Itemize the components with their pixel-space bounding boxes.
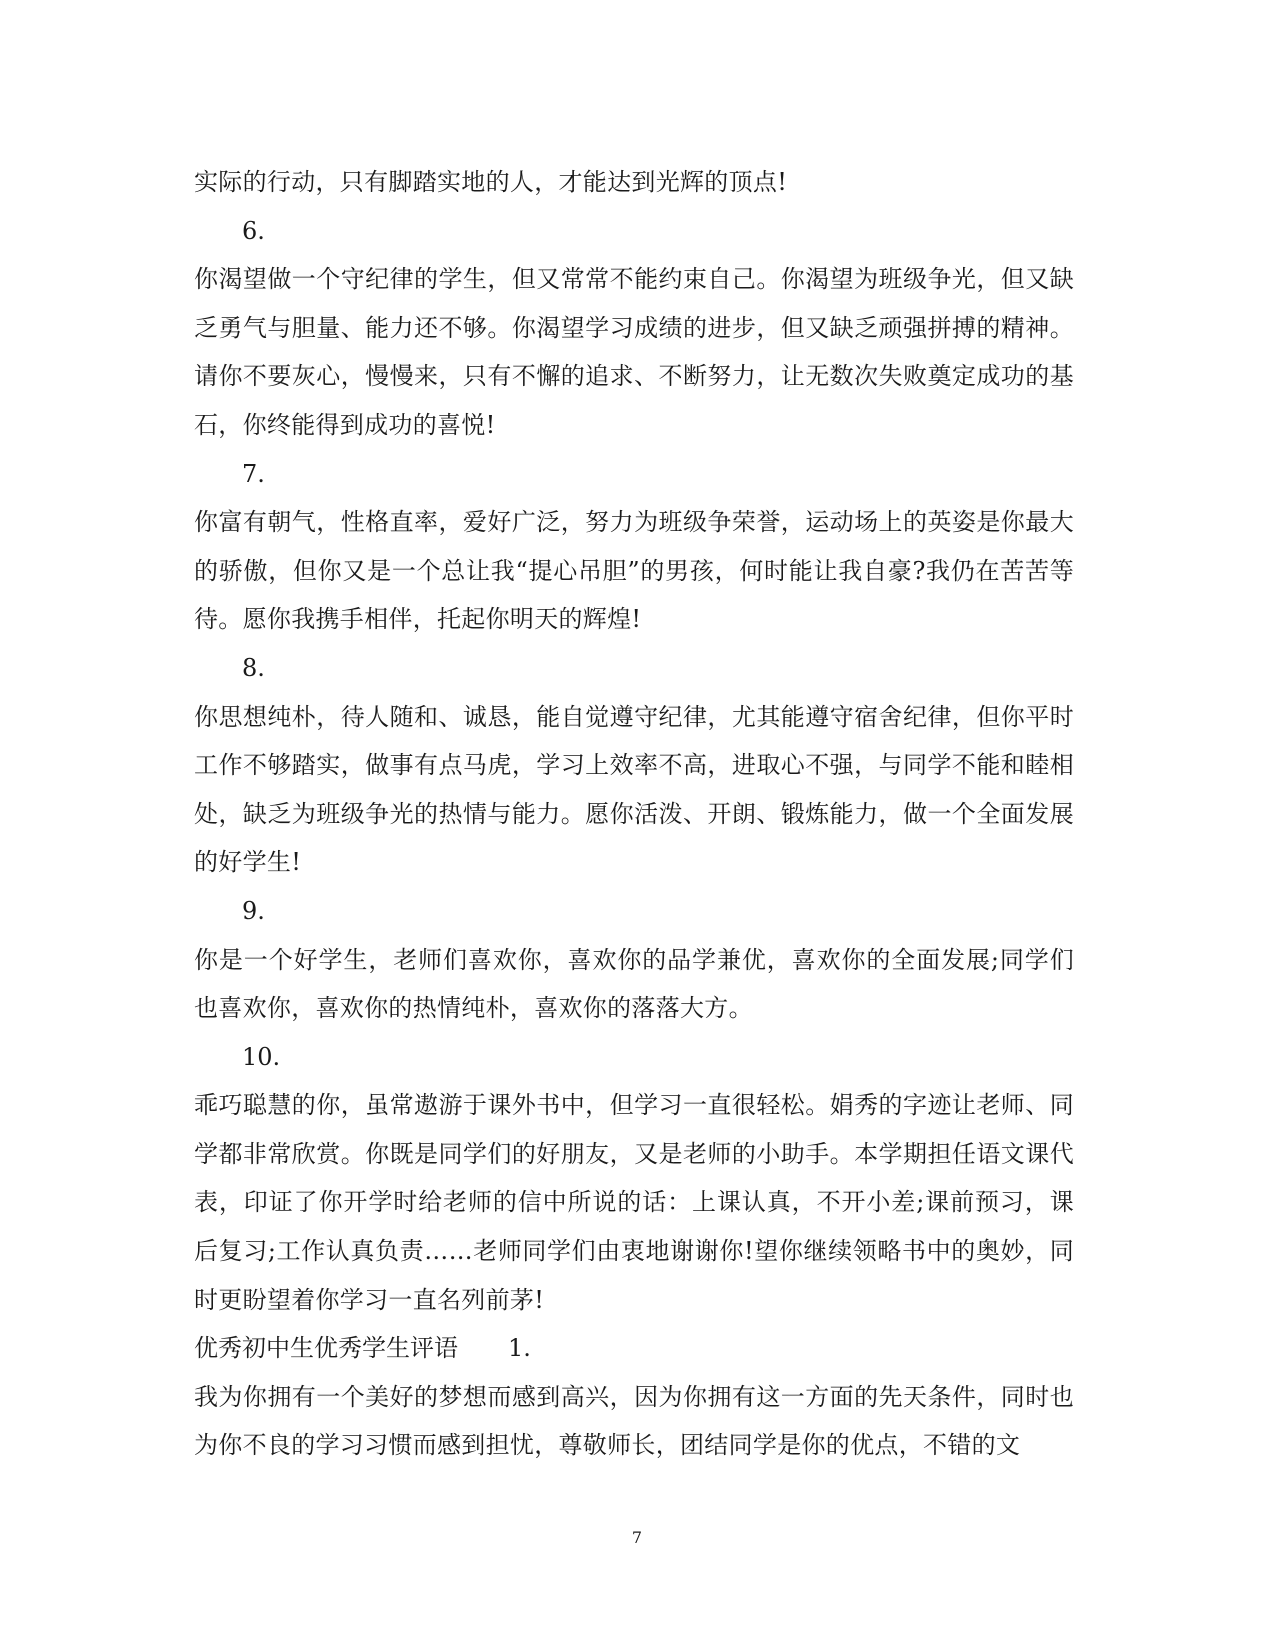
section-heading bbox=[194, 1324, 1074, 1373]
item-number-7: 7. bbox=[242, 459, 265, 488]
page-number: 7 bbox=[631, 1528, 643, 1547]
section-heading-title: 优秀初中生优秀学生评语 bbox=[194, 1334, 458, 1363]
item-number-10: 10. bbox=[242, 1042, 281, 1071]
item-number-6: 6. bbox=[242, 216, 265, 245]
paragraph-6: 你渴望做一个守纪律的学生，但又常常不能约束自己。你渴望为班级争光，但又缺乏勇气与胆量、能力还不够。你渴望学习成绩的进步，但又缺乏顽强拼搏的精神。请你不要灰心，慢慢来，只有不懈的追求、不断努力，让无数次失败奠定成功的基石，你终能得到成功的喜悦! bbox=[194, 265, 1074, 439]
paragraph-7: 你富有朝气，性格直率，爱好广泛，努力为班级争荣誉，运动场上的英姿是你最大的骄傲，但你又是一个总让我“提心吊胆”的男孩，何时能让我自豪?我仍在苦苦等待。愿你我携手相伴，托起你明天的辉煌! bbox=[194, 508, 1074, 634]
item-number-9: 9. bbox=[242, 896, 265, 925]
paragraph-5-tail: 实际的行动，只有脚踏实地的人，才能达到光辉的顶点! bbox=[194, 168, 788, 196]
paragraph-new-1: 我为你拥有一个美好的梦想而感到高兴，因为你拥有这一方面的先天条件，同时也为你不良的学习习惯而感到担忧，尊敬师长，团结同学是你的优点，不错的文 bbox=[194, 1382, 1074, 1460]
paragraph-8: 你思想纯朴，待人随和、诚恳，能自觉遵守纪律，尤其能遵守宿舍纪律，但你平时工作不够踏实，做事有点马虎，学习上效率不高，进取心不强，与同学不能和睦相处，缺乏为班级争光的热情与能力。愿你活泼、开朗、锻炼能力，做一个全面发展的好学生! bbox=[194, 702, 1074, 877]
item-number-8: 8. bbox=[242, 653, 265, 682]
section-heading-number: 1. bbox=[508, 1334, 531, 1363]
paragraph-9: 你是一个好学生，老师们喜欢你，喜欢你的品学兼优，喜欢你的全面发展;同学们也喜欢你，喜欢你的热情纯朴，喜欢你的落落大方。 bbox=[194, 945, 1074, 1023]
document-body bbox=[194, 158, 1074, 1470]
paragraph-10: 乖巧聪慧的你，虽常遨游于课外书中，但学习一直很轻松。娟秀的字迹让老师、同学都非常欣赏。你既是同学们的好朋友，又是老师的小助手。本学期担任语文课代表，印证了你开学时给老师的信中所说的话：上课认真，不开小差;课前预习，课后复习;工作认真负责……老师同学们由衷地谢谢你!望你继续领略书中的奥妙，同时更盼望着你学习一直名列前茅! bbox=[194, 1091, 1074, 1314]
